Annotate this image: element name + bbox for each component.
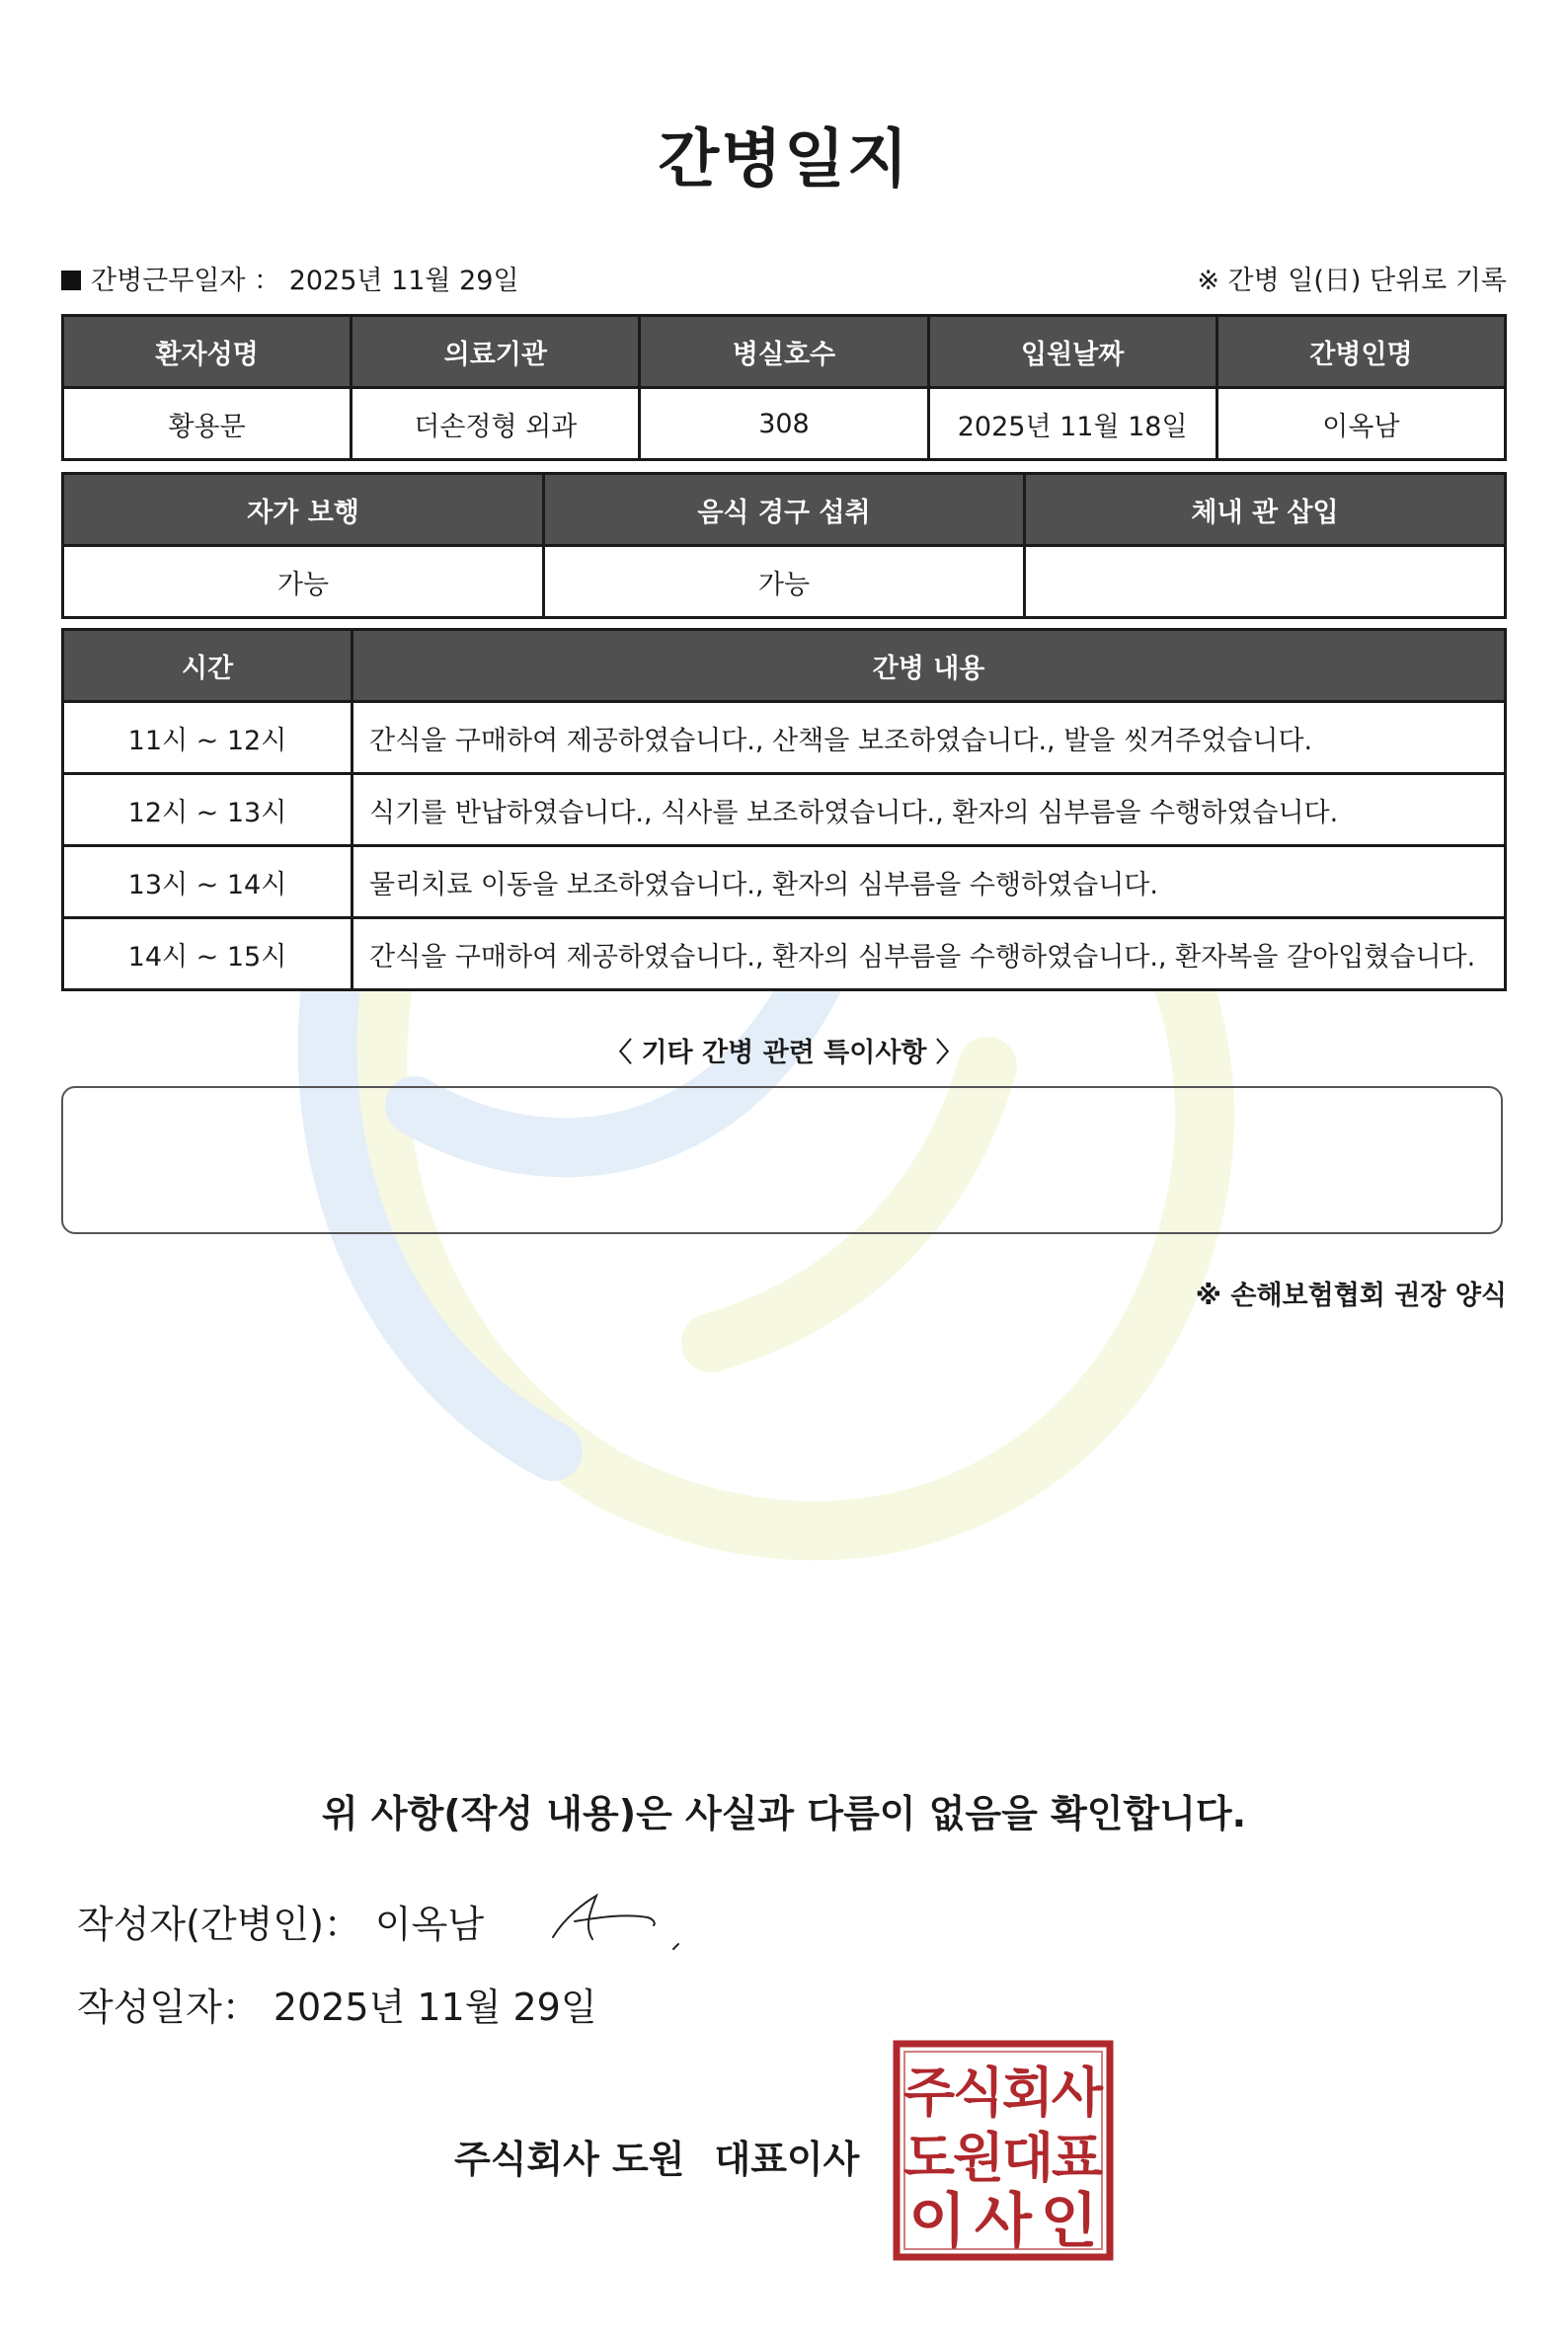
hospital-name: 더손정형 외과	[352, 388, 640, 460]
seal-character: 회	[1001, 2062, 1055, 2124]
patient-info-table	[61, 314, 1507, 461]
header-room-number: 병실호수	[640, 316, 928, 388]
status-value-row	[63, 546, 1506, 618]
care-content: 간식을 구매하여 제공하였습니다., 환자의 심부름을 수행하였습니다., 환자복을 갈아입혔습니다.	[353, 918, 1506, 990]
care-content: 물리치료 이동을 보조하였습니다., 환자의 심부름을 수행하였습니다.	[353, 846, 1506, 918]
work-date	[61, 259, 519, 297]
seal-character: 인	[1040, 2187, 1098, 2256]
room-number: 308	[640, 388, 928, 460]
table-row	[63, 702, 1506, 774]
header-oral-intake: 음식 경구 섭취	[544, 474, 1025, 546]
written-date-value: 2025년 11월 29일	[273, 1986, 597, 2029]
seal-character: 이	[908, 2187, 967, 2256]
header-patient-name: 환자성명	[63, 316, 352, 388]
seal-character: 원	[952, 2127, 1005, 2189]
patient-info-value-row	[63, 388, 1506, 460]
care-content: 식기를 반납하였습니다., 식사를 보조하였습니다., 환자의 심부름을 수행하였습니다.	[353, 774, 1506, 846]
written-date-line	[77, 1977, 597, 2031]
writer-label: 작성자(간병인)：	[77, 1903, 361, 1946]
care-log-page	[61, 0, 1507, 2338]
meta-row	[61, 259, 1507, 298]
special-notes-title: 〈 기타 간병 관련 특이사항 〉	[605, 1038, 963, 1068]
header-tube-insertion: 체내 관 삽입	[1025, 474, 1506, 546]
header-admission-date: 입원날짜	[928, 316, 1216, 388]
seal-character: 도	[902, 2127, 956, 2189]
company-line	[454, 2129, 859, 2183]
seal-character: 사	[975, 2187, 1032, 2256]
work-date-label: 간병근무일자	[91, 266, 246, 296]
document-title: 간병일지	[658, 123, 910, 196]
work-date-separator: ：	[254, 266, 281, 296]
ceo-title: 대표이사	[714, 2138, 860, 2181]
signature-icon	[545, 1888, 703, 1957]
seal-character: 표	[1051, 2127, 1104, 2189]
care-header-row	[63, 630, 1506, 702]
care-time: 14시 ~ 15시	[63, 918, 353, 990]
table-row	[63, 846, 1506, 918]
care-activity-table	[61, 628, 1507, 991]
table-row	[63, 774, 1506, 846]
table-row	[63, 918, 1506, 990]
patient-info-header-row	[63, 316, 1506, 388]
seal-character: 대	[1001, 2127, 1055, 2189]
work-date-value: 2025년 11월 29일	[288, 266, 519, 296]
header-time: 시간	[63, 630, 353, 702]
header-hospital: 의료기관	[352, 316, 640, 388]
writer-line	[77, 1894, 484, 1948]
care-content: 간식을 구매하여 제공하였습니다., 산책을 보조하였습니다., 발을 씻겨주었습니다.	[353, 702, 1506, 774]
status-header-row	[63, 474, 1506, 546]
seal-character: 식	[952, 2062, 1005, 2124]
admission-date: 2025년 11월 18일	[928, 388, 1216, 460]
care-time: 13시 ~ 14시	[63, 846, 353, 918]
patient-status-table	[61, 472, 1507, 619]
self-walking-value: 가능	[63, 546, 544, 618]
oral-intake-value: 가능	[544, 546, 1025, 618]
header-self-walking: 자가 보행	[63, 474, 544, 546]
header-care-content: 간병 내용	[353, 630, 1506, 702]
caregiver-name: 이옥남	[1216, 388, 1505, 460]
unit-note: ※ 간병 일(日) 단위로 기록	[1197, 266, 1507, 296]
writer-name: 이옥남	[374, 1903, 485, 1946]
recommend-note: ※ 손해보험협회 권장 양식	[1195, 1281, 1507, 1311]
care-time: 12시 ~ 13시	[63, 774, 353, 846]
company-name: 주식회사 도원	[454, 2138, 685, 2181]
company-seal-icon	[893, 2040, 1114, 2261]
patient-name: 황용문	[63, 388, 352, 460]
seal-character: 사	[1051, 2062, 1104, 2124]
seal-character: 주	[902, 2062, 956, 2124]
square-bullet-icon	[61, 271, 81, 290]
header-caregiver-name: 간병인명	[1216, 316, 1505, 388]
written-date-label: 작성일자：	[77, 1986, 260, 2029]
special-notes-box	[61, 1086, 1503, 1234]
confirmation-statement: 위 사항(작성 내용)은 사실과 다름이 없음을 확인합니다.	[321, 1792, 1247, 1835]
tube-insertion-value	[1025, 546, 1506, 618]
care-time: 11시 ~ 12시	[63, 702, 353, 774]
